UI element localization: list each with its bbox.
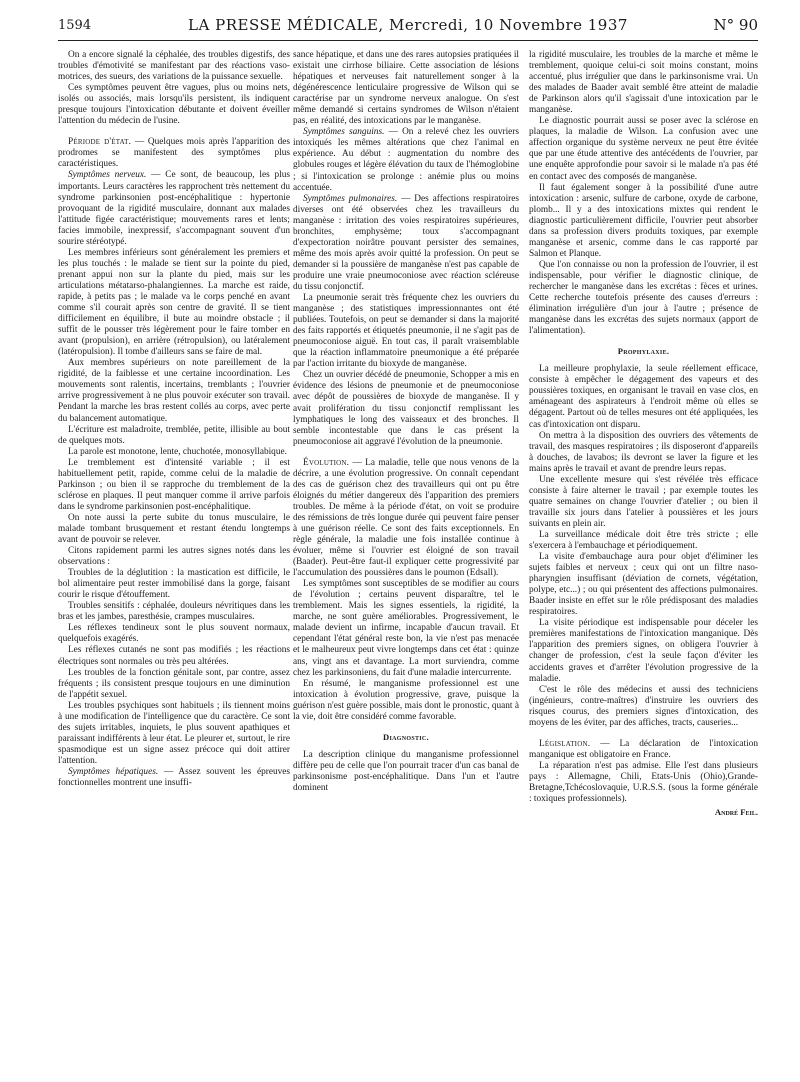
paragraph: Le diagnostic pourrait aussi se poser avec la sclérose en plaques, la maladie de Wilson. La confusion avec une affection organique du système nerveux ne peut être évitée que par une étude attentive des antécédents de l'ouvrier, par une enquête approfondie pour savoir si le malade n'a pas été en contact avec des composés de manganèse. <box>529 116 758 182</box>
paragraph: Aux membres supérieurs on note pareillement de la rigidité, de la faiblesse et une certaine incoordination. Les mouvements sont ralentis, incertains, tremblants ; l'ouvrier arrive progressivement à ne plus pouvoir exécuter son travail. Pendant la marche les bras restent collés au corps, avec perte du balancement automatique. <box>58 358 290 424</box>
paragraph: La visite périodique est indispensable pour déceler les premières manifestations de l'intoxication manganique. Dès l'apparition des premiers signes, on obligera l'ouvrier à changer de profession, c'est la seule façon d'éviter les accidents graves et d'arrêter l'évolution progressive de la maladie. <box>529 618 758 684</box>
paragraph: La visite d'embauchage aura pour objet d'éliminer les sujets faibles et nerveux ; ceux qui ont un filtre naso-pharyngien insuffisant (déviation de cornets, végétation, polype, etc...) ; ou qui présentent des affections pulmonaires. Baader insiste en effet sur le rôle prédisposant des maladies respiratoires. <box>529 552 758 618</box>
paragraph: Symptômes hépatiques. — Assez souvent les épreuves fonctionnelles montrent une insuffi- <box>58 767 290 789</box>
run-in-heading: Symptômes pulmonaires. <box>303 193 398 204</box>
paragraph: Une excellente mesure qui s'est révélée très efficace consiste à faire alterner le travail ; par exemple toutes les quatre semaines on change l'ouvrier d'atelier ; ou bien il travaille six jours dans l'atelier à poussières et les jours suivants en plein air. <box>529 474 758 529</box>
paragraph: La réparation n'est pas admise. Elle l'est dans plusieurs pays : Allemagne, Chili, Etats-Unis (Ohio),Grande-Bretagne,Tchécoslovaquie, U.R.S.S. (sous la forme générale : toxiques professionnels). <box>529 760 758 805</box>
paragraph: Que l'on connaisse ou non la profession de l'ouvrier, il est indispensable, pour vérifier le diagnostic clinique, de rechercher le manganèse dans les excrétas : fèces et urines. Cette recherche toutefois présente des causes d'erreurs : élimination irrégulière d'un jour à l'autre ; présence de manganèse dans les excrétas des sujets normaux (apport de l'alimentation). <box>529 259 758 337</box>
paragraph: Les troubles psychiques sont habituels ; ils tiennent moins à une modification de l'intelligence que du caractère. Ce sont des sujets irritables, inquiets, le plus souvent apathiques et paraissant indifférents à leur état. Le pleurer et, surtout, le rire spasmodique est un signe assez précoce qui doit attirer l'attention. <box>58 700 290 766</box>
paragraph: En résumé, le manganisme professionnel est une intoxication à évolution progressive, grave, puisque la guérison n'est guère possible, mais dont le pronostic, quant à la vie, doit être considéré comme favorable. <box>293 678 519 722</box>
run-in-heading: Période d'état. <box>68 137 132 148</box>
paragraph: Troubles sensitifs : céphalée, douleurs névritiques dans les bras et les jambes, paresthésie, crampes musculaires. <box>58 601 290 623</box>
run-in-heading: Symptômes hépatiques. <box>68 767 159 777</box>
paragraph: Législation. — La déclaration de l'intoxication manganique est obligatoire en France. <box>529 738 758 760</box>
column-2 <box>293 50 519 794</box>
paragraph: Symptômes sanguins. — On a relevé chez les ouvriers intoxiqués les mêmes altérations que chez l'animal en expérience. Au début : augmentation du nombre des globules rouges et légère élévation du taux de l'hémoglobine ; si l'intoxication se prolonge : anémie plus ou moins accentuée. <box>293 127 519 193</box>
paragraph: Symptômes pulmonaires. — Des affections respiratoires diverses ont été observées chez les travailleurs du manganèse : irritation des voies respiratoires supérieures, bronchites, emphysème; toux s'accompagnant d'expectoration noirâtre pouvant persister des semaines, même des mois après avoir quitté la profession. On peut se demander si la poussière de manganèse n'est pas capable de produire une vraie pneumoconiose avec réaction scléreuse du tissu conjonctif. <box>293 193 519 292</box>
paragraph: Évolution. — La maladie, telle que nous venons de la décrire, a une évolution progressive. On connaît cependant des cas de guérison chez des travailleurs qui ont pu être éloignés du métier dangereux dès l'apparition des premiers troubles. De même à la période d'état, on voit se produire des rémissions de très longue durée qui peuvent faire penser à une guérison réelle. Ce sont des faits exceptionnels. En règle générale, la maladie une fois installée continue à évoluer, même si l'ouvrier est éloigné de son travail (Baader). Peut-être faut-il expliquer cette progressivité par l'accumulation des poussières dans le poumon (Edsall). <box>293 457 519 579</box>
column-3 <box>529 50 758 818</box>
paragraph: Les troubles de la fonction génitale sont, par contre, assez fréquents ; ils consistent presque toujours en une diminution de l'appétit sexuel. <box>58 667 290 700</box>
paragraph: Ces symptômes peuvent être vagues, plus ou moins nets, isolés ou associés, mais lorsqu'ils persistent, ils indiquent presque toujours l'intoxication débutante et doivent éveiller l'attention du médecin de l'usine. <box>58 83 290 127</box>
paragraph: Il faut également songer à la possibilité d'une autre intoxication : arsenic, sulfure de carbone, oxyde de carbone, plomb... Il y a des intoxications mixtes qui rendent le diagnostic particulièrement difficile, l'ouvrier peut absorber dans sa profession divers produits toxiques, par exemple manganèse et arsenic, comme dans le cas rapporté par Salmon et Planque. <box>529 182 758 259</box>
paragraph: Les symptômes sont susceptibles de se modifier au cours de l'évolution ; certains peuvent disparaître, tel le tremblement. Mais les signes essentiels, la rigidité, la marche, ne sont guère améliorables. Progressivement, le malade devient un infirme, incapable d'aucun travail. Et cependant l'état général reste bon, la vie n'est pas menacée et le malheureux peut vivre longtemps dans cet état : quinze ans, vingt ans et davantage. La mort surviendra, comme chez les parkinsoniens, du fait d'une maladie intercurrente. <box>293 579 519 678</box>
run-in-heading: Évolution. <box>303 457 350 468</box>
paragraph: La description clinique du manganisme professionnel diffère peu de celle que l'on pourrait tracer d'un cas banal de parkinsonisme post-encéphalitique. Dans l'un et l'autre dominent <box>293 749 519 793</box>
paragraph: L'écriture est maladroite, tremblée, petite, illisible au bout de quelques mots. <box>58 424 290 446</box>
paragraph: Le tremblement est d'intensité variable ; il est habituellement petit, rapide, comme celui de la maladie de Parkinson ; ou bien il se rapproche du tremblement de la sclérose en plaques. Il peut manquer comme il arrive parfois dans le syndrome parkinsonien post-encéphalitique. <box>58 457 290 512</box>
page-number: 1594 <box>58 18 92 33</box>
paragraph: La pneumonie serait très fréquente chez les ouvriers du manganèse ; des statistiques impressionnantes ont été publiées. Toutefois, on peut se demander si dans la majorité des faits rapportés et étiquetés pneumonie, il ne s'agit pas de pneumoconiose aiguë. En tout cas, il paraît vraisemblable que la réaction inflammatoire pneumonique a été préparée par l'action irritante du bioxyde de manganèse. <box>293 293 519 370</box>
column-1 <box>58 50 290 789</box>
paragraph: Troubles de la déglutition : la mastication est difficile, le bol alimentaire peut rester immobilisé dans la gorge, faisant courir le risque d'étouffement. <box>58 568 290 601</box>
paragraph: La parole est monotone, lente, chuchotée, monosyllabique. <box>68 446 287 457</box>
section-heading-diagnostic: Diagnostic. <box>383 731 429 742</box>
issue-number: N° 90 <box>713 16 758 34</box>
paragraph: C'est le rôle des médecins et aussi des techniciens (ingénieurs, contre-maîtres) d'instruire les ouvriers des risques courus, des premiers signes d'intoxication, des moyens de les éviter, par des affiches, tracts, causeries... <box>529 684 758 728</box>
author-signature: André Feil. <box>714 807 758 818</box>
paragraph: La meilleure prophylaxie, la seule réellement efficace, consiste à empêcher le dégagement des vapeurs et des poussières toxiques, en organisant le travail en vase clos, en aménageant des aspirateurs à l'endroit même où elles se dégagent. Partout où de telles mesures ont été appliquées, les cas d'intoxication ont disparu. <box>529 364 758 430</box>
paragraph: On mettra à la disposition des ouvriers des vêtements de travail, des masques respiratoires ; ils disposeront d'appareils à douches, de lavabos; ils devront se laver la figure et les mains après le travail et avant de prendre leurs repas. <box>529 430 758 474</box>
run-in-heading: Symptômes sanguins. <box>303 127 385 138</box>
paragraph: Symptômes nerveux. — Ce sont, de beaucoup, les plus importants. Leurs caractères les rapprochent très nettement du syndrome parkinsonien post-encéphalitique : hypertonie provoquant de la rigidité musculaire, donnant aux malades l'attitude figée caractéristique; mouvements rares et lents; facies immobile, inexpressif, s'accompagnant souvent d'un sourire stéréotypé. <box>58 170 290 247</box>
paragraph: Les membres inférieurs sont généralement les premiers et les plus touchés : le malade se tient sur la pointe du pied, prenant appui non sur la plante du pied, mais sur les articulations métatarso-phalangiennes. La marche est raide, rapide, à petits pas ; le malade va le corps penché en avant comme s'il courait après son centre de gravité. Il se tient difficilement en équilibre, il bute au moindre obstacle ; il suffit de le pousser très légèrement pour le faire tomber en avant (propulsion), en arrière (rétropulsion), ou latéralement (latéropulsion). Il tombe d'ailleurs sans se faire de mal. <box>58 247 290 358</box>
paragraph: la rigidité musculaire, les troubles de la marche et même le tremblement, quoique celui-ci soit moins constant, moins accentué, plus irrégulier que dans le parkinsonisme vrai. Un des malades de Baader avait semblé être atteint de maladie de Parkinson alors qu'il s'agissait d'une intoxication par le manganèse. <box>529 50 758 116</box>
paragraph: Les réflexes cutanés ne sont pas modifiés ; les réactions électriques sont normales ou très peu altérées. <box>58 645 290 667</box>
page-header <box>58 14 758 41</box>
paragraph: sance hépatique, et dans une des rares autopsies pratiquées il existait une cirrhose biliaire. Cette association de lésions hépatiques et nerveuses fait naturellement songer à la dégénérescence lenticulaire progressive de Wilson qui se caractérise par un syndrome nerveux analogue. On s'est même demandé si certains syndromes de Wilson n'étaient pas, en réalité, des intoxications par le manganèse. <box>293 50 519 127</box>
paragraph: Chez un ouvrier décédé de pneumonie, Schopper a mis en évidence des lésions de pneumonie et de pneumoconiose avec dépôt de poussières de bioxyde de manganèse. Il y avait prolifération du tissu conjonctif remplissant les lymphatiques le long des vaisseaux et des bronches. Il semble incontestable que dans le cas présent la pneumoconiose ait aggravé l'évolution de la pneumonie. <box>293 370 519 447</box>
paragraph: La surveillance médicale doit être très stricte ; elle s'exercera à l'embauchage et périodiquement. <box>529 529 758 552</box>
run-in-heading: Symptômes nerveux. <box>68 170 147 181</box>
journal-title: LA PRESSE MÉDICALE, Mercredi, 10 Novembre 1937 <box>188 16 628 34</box>
paragraph: On note aussi la perte subite du tonus musculaire, le malade tombant brusquement et restant étendu longtemps avant de pouvoir se relever. <box>58 512 290 546</box>
paragraph: Citons rapidement parmi les autres signes notés dans les observations : <box>58 546 290 568</box>
paragraph: On a encore signalé la céphalée, des troubles digestifs, des troubles d'émotivité se manifestant par des réactions vaso-motrices, des sueurs, des variations de la puissance sexuelle. <box>58 50 290 83</box>
run-in-heading: Législation. <box>539 738 591 749</box>
paragraph: Les réflexes tendineux sont le plus souvent normaux, quelquefois exagérés. <box>58 623 290 645</box>
paragraph: Période d'état. — Quelques mois après l'apparition des prodromes se manifestent des symptômes plus caractéristiques. <box>58 137 290 170</box>
section-heading-prophylaxie: Prophylaxie. <box>617 346 670 357</box>
